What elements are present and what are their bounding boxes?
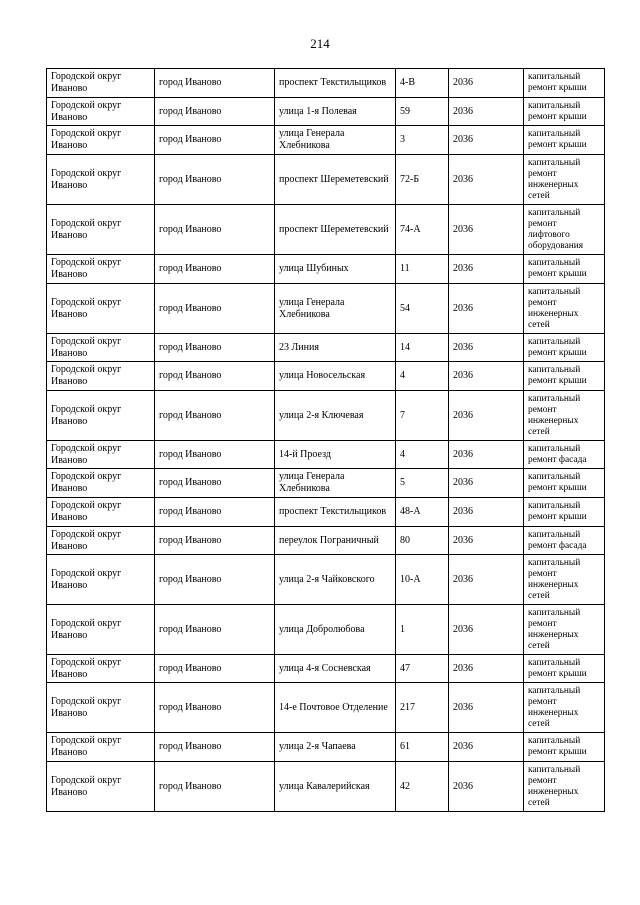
registry-rows <box>47 69 605 812</box>
street-cell: проспект Текстильщиков <box>275 69 396 98</box>
street-cell: 14-е Почтовое Отделение <box>275 683 396 733</box>
work-type-cell: капитальный ремонт крыши <box>524 126 605 155</box>
settlement-cell: город Иваново <box>155 284 275 334</box>
municipality-cell: Городской округ Иваново <box>47 362 155 391</box>
settlement-cell: город Иваново <box>155 362 275 391</box>
table-row <box>47 205 605 255</box>
street-cell: улица Новосельская <box>275 362 396 391</box>
work-type-cell: капитальный ремонт инженерных сетей <box>524 683 605 733</box>
municipality-cell: Городской округ Иваново <box>47 441 155 469</box>
street-cell: переулок Пограничный <box>275 527 396 555</box>
municipality-cell: Городской округ Иваново <box>47 155 155 205</box>
municipality-cell: Городской округ Иваново <box>47 391 155 441</box>
work-type-cell: капитальный ремонт крыши <box>524 334 605 362</box>
year-cell: 2036 <box>449 733 524 762</box>
municipality-cell: Городской округ Иваново <box>47 98 155 126</box>
municipality-cell: Городской округ Иваново <box>47 733 155 762</box>
municipality-cell: Городской округ Иваново <box>47 655 155 683</box>
table-row <box>47 655 605 683</box>
table-row <box>47 605 605 655</box>
settlement-cell: город Иваново <box>155 441 275 469</box>
house-number-cell: 5 <box>396 469 449 498</box>
municipality-cell: Городской округ Иваново <box>47 527 155 555</box>
year-cell: 2036 <box>449 605 524 655</box>
street-cell: 14-й Проезд <box>275 441 396 469</box>
year-cell: 2036 <box>449 555 524 605</box>
settlement-cell: город Иваново <box>155 391 275 441</box>
house-number-cell: 59 <box>396 98 449 126</box>
year-cell: 2036 <box>449 362 524 391</box>
table-row <box>47 762 605 812</box>
year-cell: 2036 <box>449 334 524 362</box>
table-row <box>47 69 605 98</box>
settlement-cell: город Иваново <box>155 655 275 683</box>
municipality-cell: Городской округ Иваново <box>47 605 155 655</box>
house-number-cell: 54 <box>396 284 449 334</box>
year-cell: 2036 <box>449 205 524 255</box>
municipality-cell: Городской округ Иваново <box>47 555 155 605</box>
house-number-cell: 10-А <box>396 555 449 605</box>
municipality-cell: Городской округ Иваново <box>47 683 155 733</box>
house-number-cell: 4 <box>396 441 449 469</box>
street-cell: улица Генерала Хлебникова <box>275 469 396 498</box>
work-type-cell: капитальный ремонт инженерных сетей <box>524 155 605 205</box>
house-number-cell: 4-В <box>396 69 449 98</box>
street-cell: 23 Линия <box>275 334 396 362</box>
municipality-cell: Городской округ Иваново <box>47 255 155 284</box>
street-cell: улица 2-я Чапаева <box>275 733 396 762</box>
work-type-cell: капитальный ремонт инженерных сетей <box>524 391 605 441</box>
house-number-cell: 80 <box>396 527 449 555</box>
work-type-cell: капитальный ремонт инженерных сетей <box>524 605 605 655</box>
house-number-cell: 1 <box>396 605 449 655</box>
municipality-cell: Городской округ Иваново <box>47 762 155 812</box>
street-cell: улица 4-я Сосневская <box>275 655 396 683</box>
work-type-cell: капитальный ремонт инженерных сетей <box>524 284 605 334</box>
work-type-cell: капитальный ремонт крыши <box>524 255 605 284</box>
year-cell: 2036 <box>449 441 524 469</box>
work-type-cell: капитальный ремонт крыши <box>524 98 605 126</box>
settlement-cell: город Иваново <box>155 126 275 155</box>
year-cell: 2036 <box>449 469 524 498</box>
street-cell: улица Генерала Хлебникова <box>275 126 396 155</box>
municipality-cell: Городской округ Иваново <box>47 284 155 334</box>
settlement-cell: город Иваново <box>155 155 275 205</box>
settlement-cell: город Иваново <box>155 334 275 362</box>
municipality-cell: Городской округ Иваново <box>47 498 155 527</box>
house-number-cell: 74-А <box>396 205 449 255</box>
work-type-cell: капитальный ремонт крыши <box>524 69 605 98</box>
year-cell: 2036 <box>449 155 524 205</box>
year-cell: 2036 <box>449 762 524 812</box>
table-row <box>47 362 605 391</box>
work-type-cell: капитальный ремонт фасада <box>524 441 605 469</box>
work-type-cell: капитальный ремонт крыши <box>524 655 605 683</box>
year-cell: 2036 <box>449 126 524 155</box>
settlement-cell: город Иваново <box>155 605 275 655</box>
table-row <box>47 391 605 441</box>
settlement-cell: город Иваново <box>155 683 275 733</box>
house-number-cell: 11 <box>396 255 449 284</box>
year-cell: 2036 <box>449 527 524 555</box>
municipality-cell: Городской округ Иваново <box>47 126 155 155</box>
table-row <box>47 126 605 155</box>
street-cell: улица Добролюбова <box>275 605 396 655</box>
work-type-cell: капитальный ремонт крыши <box>524 733 605 762</box>
street-cell: проспект Шереметевский <box>275 155 396 205</box>
municipality-cell: Городской округ Иваново <box>47 205 155 255</box>
house-number-cell: 42 <box>396 762 449 812</box>
table-row <box>47 527 605 555</box>
settlement-cell: город Иваново <box>155 527 275 555</box>
work-type-cell: капитальный ремонт фасада <box>524 527 605 555</box>
house-number-cell: 14 <box>396 334 449 362</box>
work-type-cell: капитальный ремонт инженерных сетей <box>524 555 605 605</box>
year-cell: 2036 <box>449 98 524 126</box>
settlement-cell: город Иваново <box>155 555 275 605</box>
year-cell: 2036 <box>449 255 524 284</box>
municipality-cell: Городской округ Иваново <box>47 334 155 362</box>
house-number-cell: 47 <box>396 655 449 683</box>
house-number-cell: 72-Б <box>396 155 449 205</box>
work-type-cell: капитальный ремонт крыши <box>524 498 605 527</box>
street-cell: улица Генерала Хлебникова <box>275 284 396 334</box>
municipality-cell: Городской округ Иваново <box>47 69 155 98</box>
settlement-cell: город Иваново <box>155 69 275 98</box>
table-row <box>47 733 605 762</box>
street-cell: проспект Текстильщиков <box>275 498 396 527</box>
house-number-cell: 48-А <box>396 498 449 527</box>
table-row <box>47 284 605 334</box>
year-cell: 2036 <box>449 284 524 334</box>
street-cell: улица Шубиных <box>275 255 396 284</box>
settlement-cell: город Иваново <box>155 255 275 284</box>
table-row <box>47 683 605 733</box>
settlement-cell: город Иваново <box>155 98 275 126</box>
house-number-cell: 3 <box>396 126 449 155</box>
street-cell: улица 2-я Ключевая <box>275 391 396 441</box>
house-number-cell: 7 <box>396 391 449 441</box>
settlement-cell: город Иваново <box>155 469 275 498</box>
settlement-cell: город Иваново <box>155 498 275 527</box>
table-row <box>47 469 605 498</box>
table-row <box>47 555 605 605</box>
table-row <box>47 255 605 284</box>
year-cell: 2036 <box>449 498 524 527</box>
table-row <box>47 334 605 362</box>
street-cell: улица Кавалерийская <box>275 762 396 812</box>
settlement-cell: город Иваново <box>155 762 275 812</box>
house-number-cell: 61 <box>396 733 449 762</box>
table-row <box>47 155 605 205</box>
table-row <box>47 441 605 469</box>
settlement-cell: город Иваново <box>155 733 275 762</box>
page-number: 214 <box>310 36 330 51</box>
municipality-cell: Городской округ Иваново <box>47 469 155 498</box>
house-number-cell: 4 <box>396 362 449 391</box>
street-cell: проспект Шереметевский <box>275 205 396 255</box>
year-cell: 2036 <box>449 655 524 683</box>
house-number-cell: 217 <box>396 683 449 733</box>
year-cell: 2036 <box>449 69 524 98</box>
table-row <box>47 98 605 126</box>
registry-table <box>46 68 605 812</box>
work-type-cell: капитальный ремонт крыши <box>524 362 605 391</box>
table-row <box>47 498 605 527</box>
settlement-cell: город Иваново <box>155 205 275 255</box>
work-type-cell: капитальный ремонт инженерных сетей <box>524 762 605 812</box>
work-type-cell: капитальный ремонт лифтового оборудования <box>524 205 605 255</box>
year-cell: 2036 <box>449 391 524 441</box>
street-cell: улица 2-я Чайковского <box>275 555 396 605</box>
year-cell: 2036 <box>449 683 524 733</box>
work-type-cell: капитальный ремонт крыши <box>524 469 605 498</box>
street-cell: улица 1-я Полевая <box>275 98 396 126</box>
